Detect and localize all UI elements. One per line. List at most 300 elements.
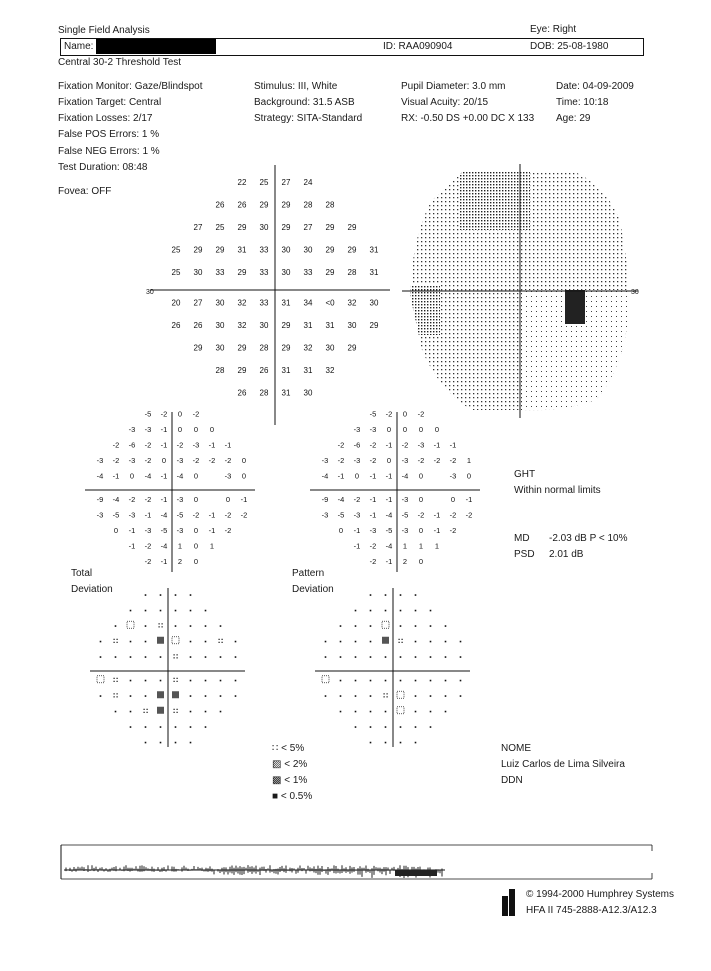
pattern-deviation-value: -2: [449, 525, 457, 535]
pattern-deviation-prob-dot: [370, 610, 372, 612]
total-deviation-value: -3: [224, 471, 232, 481]
total-deviation-value: -1: [160, 440, 168, 450]
total-deviation-prob-p5-mark: [117, 681, 118, 682]
legend-05: [272, 791, 312, 802]
total-deviation-value: 0: [241, 455, 247, 465]
threshold-value: 34: [303, 298, 313, 308]
total-deviation-value: 0: [177, 410, 183, 419]
pattern-deviation-value: -2: [337, 455, 345, 465]
pattern-deviation-value: 0: [434, 424, 440, 434]
pattern-deviation-prob-dot: [325, 641, 327, 643]
gaze-tracker: [60, 843, 654, 883]
pattern-deviation-prob-p5-mark: [387, 696, 388, 697]
total-deviation-prob-dot: [220, 625, 222, 627]
total-deviation-prob-dot: [100, 656, 102, 658]
threshold-value: 26: [171, 320, 181, 330]
pattern-deviation-prob-dot: [370, 625, 372, 627]
pattern-deviation-prob-dot: [445, 641, 447, 643]
pattern-deviation-value: -1: [433, 510, 441, 520]
gaze-bar: [395, 870, 437, 876]
total-deviation-prob-dot: [190, 625, 192, 627]
total-deviation-prob-dot: [190, 711, 192, 713]
threshold-value: 29: [193, 245, 203, 255]
threshold-value: 31: [237, 245, 247, 255]
total-deviation-value: -2: [224, 455, 232, 465]
total-deviation-value: 0: [129, 471, 135, 481]
pattern-deviation-prob-p1-mark: [382, 637, 389, 644]
pattern-deviation-prob-dot: [400, 610, 402, 612]
total-deviation-prob-dot: [205, 726, 207, 728]
total-deviation-prob-dot: [190, 742, 192, 744]
total-deviation-prob-p5-mark: [144, 709, 145, 710]
threshold-axis-label-left: 30: [146, 289, 154, 296]
pattern-deviation-prob-dot: [430, 726, 432, 728]
total-deviation-prob-dot: [130, 680, 132, 682]
name-label: Name:: [64, 41, 94, 52]
pattern-deviation-prob-dot: [355, 625, 357, 627]
threshold-value: 30: [303, 388, 313, 398]
threshold-value: 29: [281, 200, 291, 210]
stimulus: Stimulus: III, White: [254, 81, 338, 92]
pattern-deviation-value: -1: [337, 471, 345, 481]
pattern-deviation-prob-dot: [430, 680, 432, 682]
total-deviation-prob-dot: [175, 625, 177, 627]
total-deviation-value: -1: [160, 556, 168, 566]
note-patient-name: Luiz Carlos de Lima Silveira: [501, 759, 625, 770]
pattern-deviation-value: -4: [401, 471, 409, 481]
threshold-value: 29: [281, 222, 291, 232]
pattern-deviation-value: 0: [418, 525, 424, 535]
total-deviation-value: 2: [177, 556, 183, 566]
pattern-deviation-value: 0: [450, 494, 456, 504]
pattern-deviation-prob-dot: [415, 711, 417, 713]
pattern-deviation-prob-dot: [370, 711, 372, 713]
greyscale-map: [400, 160, 645, 422]
pattern-deviation-prob-dot: [415, 680, 417, 682]
psd-value: 2.01 dB: [549, 549, 584, 560]
total-deviation-prob-dot: [100, 641, 102, 643]
total-deviation-value: -2: [192, 410, 200, 419]
pattern-deviation-prob-p5-mark: [399, 639, 400, 640]
greyscale-axis-label-right: 30: [631, 289, 639, 296]
visual-acuity: Visual Acuity: 20/15: [401, 97, 489, 108]
fixation-losses: Fixation Losses: 2/17: [58, 113, 153, 124]
pattern-deviation-prob-dot: [430, 711, 432, 713]
total-deviation-prob-p5-mark: [174, 681, 175, 682]
total-deviation-value: -3: [128, 510, 136, 520]
pattern-deviation-prob-dot: [385, 610, 387, 612]
total-deviation-prob-p5-mark: [114, 696, 115, 697]
test-date: Date: 04-09-2009: [556, 81, 634, 92]
total-deviation-value: 1: [177, 541, 183, 551]
total-deviation-prob-dot: [190, 594, 192, 596]
pattern-deviation-prob-dot: [370, 695, 372, 697]
pattern-deviation-values: [300, 410, 490, 580]
total-deviation-prob-dot: [160, 594, 162, 596]
total-deviation-prob-p5-mark: [177, 657, 178, 658]
pattern-deviation-prob-dot: [355, 641, 357, 643]
total-deviation-value: -2: [192, 510, 200, 520]
total-deviation-prob-dot: [205, 610, 207, 612]
pattern-deviation-prob-dot: [355, 695, 357, 697]
pattern-deviation-prob-dot: [415, 695, 417, 697]
threshold-value: 32: [347, 298, 357, 308]
pattern-deviation-value: -2: [417, 455, 425, 465]
total-deviation-prob-p1-mark: [172, 691, 179, 698]
total-deviation-value: -1: [144, 510, 152, 520]
legend-5: [272, 743, 304, 754]
pattern-deviation-prob-p2-mark: [322, 676, 329, 683]
pattern-deviation-prob-dot: [430, 625, 432, 627]
total-deviation-value: 0: [193, 471, 199, 481]
threshold-value: 27: [303, 222, 313, 232]
threshold-value: 31: [281, 298, 291, 308]
total-deviation-prob-dot: [190, 610, 192, 612]
total-deviation-prob-p5-mark: [117, 639, 118, 640]
total-deviation-value: -4: [112, 494, 120, 504]
md-label: MD: [514, 533, 530, 544]
threshold-value: 26: [237, 388, 247, 398]
pattern-deviation-value: -2: [369, 541, 377, 551]
total-deviation-value: -2: [144, 494, 152, 504]
total-deviation-prob-dot: [235, 641, 237, 643]
legend-1: [272, 775, 307, 786]
threshold-map: [140, 160, 400, 430]
threshold-value: 31: [369, 245, 379, 255]
total-deviation-value: -4: [160, 510, 168, 520]
total-deviation-prob-p1-mark: [157, 691, 164, 698]
pattern-deviation-value: -2: [449, 455, 457, 465]
threshold-value: 25: [259, 177, 269, 187]
total-deviation-prob-dot: [235, 656, 237, 658]
threshold-value: 33: [215, 267, 225, 277]
pattern-deviation-prob-dot: [445, 680, 447, 682]
pattern-deviation-prob-dot: [385, 742, 387, 744]
total-deviation-value: -3: [144, 525, 152, 535]
pattern-deviation-value: -2: [369, 556, 377, 566]
copyright: © 1994-2000 Humphrey Systems: [526, 889, 674, 900]
threshold-value: 29: [347, 343, 357, 353]
total-deviation-value: -5: [144, 410, 152, 419]
total-deviation-value: -5: [160, 525, 168, 535]
pattern-deviation-value: -3: [417, 440, 425, 450]
total-deviation-prob-p5-mark: [114, 639, 115, 640]
total-deviation-prob-p5-mark: [177, 678, 178, 679]
total-deviation-prob-p5-mark: [219, 639, 220, 640]
total-deviation-prob-dot: [115, 711, 117, 713]
threshold-value: 26: [237, 200, 247, 210]
threshold-value: 30: [325, 343, 335, 353]
threshold-value: 30: [215, 298, 225, 308]
pattern-deviation-value: -3: [401, 494, 409, 504]
total-deviation-prob-dot: [145, 656, 147, 658]
total-deviation-value: -2: [144, 556, 152, 566]
total-deviation-prob-p5-mark: [147, 712, 148, 713]
total-deviation-value: -4: [160, 541, 168, 551]
total-deviation-value: 0: [193, 424, 199, 434]
pattern-deviation-prob-dot: [355, 610, 357, 612]
total-deviation-value: -1: [112, 471, 120, 481]
total-deviation-prob-dot: [145, 726, 147, 728]
threshold-value: 31: [303, 365, 313, 375]
pattern-deviation-value: -3: [321, 510, 329, 520]
total-deviation-value: -1: [160, 471, 168, 481]
fovea: Fovea: OFF: [58, 186, 112, 197]
total-deviation-prob-dot: [190, 641, 192, 643]
total-deviation-value: -2: [112, 440, 120, 450]
total-deviation-prob-dot: [205, 695, 207, 697]
total-deviation-value: -1: [160, 494, 168, 504]
total-deviation-value: -1: [160, 424, 168, 434]
total-deviation-value: -9: [96, 494, 104, 504]
total-deviation-value: -3: [96, 510, 104, 520]
device-model: HFA II 745-2888-A12.3/A12.3: [526, 905, 657, 916]
pattern-deviation-value: -2: [337, 440, 345, 450]
threshold-value: 25: [171, 267, 181, 277]
total-deviation-value: -1: [224, 440, 232, 450]
pattern-deviation-prob-dot: [460, 641, 462, 643]
pattern-deviation-value: 1: [418, 541, 424, 551]
pattern-deviation-value: -4: [337, 494, 345, 504]
total-deviation-prob-dot: [145, 594, 147, 596]
pattern-deviation-prob-dot: [415, 625, 417, 627]
total-deviation-prob-p1-mark: [157, 707, 164, 714]
pattern-deviation-prob-dot: [325, 695, 327, 697]
total-deviation-value: -5: [112, 510, 120, 520]
total-deviation-value: -3: [96, 455, 104, 465]
fixation-target: Fixation Target: Central: [58, 97, 162, 108]
total-deviation-value: -3: [144, 424, 152, 434]
total-deviation-value: 0: [241, 471, 247, 481]
pattern-deviation-prob-dot: [400, 625, 402, 627]
threshold-value: 27: [281, 177, 291, 187]
total-deviation-label-2: Deviation: [71, 584, 113, 595]
pattern-deviation-prob-dot: [340, 641, 342, 643]
pattern-deviation-prob-dot: [370, 641, 372, 643]
total-deviation-prob-p5-mark: [159, 623, 160, 624]
pattern-deviation-prob-p2-mark: [382, 621, 389, 628]
total-deviation-value: -1: [208, 510, 216, 520]
pattern-deviation-prob-dot: [340, 680, 342, 682]
pattern-deviation-prob-dot: [460, 695, 462, 697]
total-deviation-prob-dot: [160, 742, 162, 744]
threshold-value: 33: [259, 298, 269, 308]
threshold-value: 25: [171, 245, 181, 255]
total-deviation-prob-dot: [160, 610, 162, 612]
pattern-deviation-value: -4: [385, 510, 393, 520]
legend-symbol-2-icon: ▨: [272, 759, 282, 770]
pattern-deviation-prob-dot: [355, 711, 357, 713]
threshold-value: 29: [347, 245, 357, 255]
pattern-deviation-value: 0: [386, 455, 392, 465]
total-deviation-prob-p5-mark: [114, 693, 115, 694]
legend-label-1: < 1%: [284, 775, 308, 786]
total-deviation-prob-p5-mark: [162, 626, 163, 627]
test-name: Central 30-2 Threshold Test: [58, 57, 182, 68]
pattern-deviation-prob-dot: [460, 680, 462, 682]
eye-label: Eye: Right: [530, 24, 577, 35]
total-deviation-probability-plot: [80, 585, 255, 750]
total-deviation-prob-dot: [175, 742, 177, 744]
pattern-deviation-prob-dot: [415, 726, 417, 728]
threshold-value: 28: [347, 267, 357, 277]
total-deviation-prob-p5-mark: [147, 709, 148, 710]
pattern-deviation-prob-p5-mark: [402, 642, 403, 643]
threshold-value: 32: [237, 320, 247, 330]
pattern-deviation-prob-dot: [385, 656, 387, 658]
pattern-deviation-prob-dot: [385, 711, 387, 713]
total-deviation-value: 0: [113, 525, 119, 535]
pattern-deviation-value: -1: [369, 510, 377, 520]
total-deviation-prob-p5-mark: [174, 678, 175, 679]
threshold-value: 30: [281, 245, 291, 255]
threshold-value: 27: [193, 222, 203, 232]
ght-result: Within normal limits: [514, 485, 601, 496]
threshold-value: 33: [303, 267, 313, 277]
total-deviation-prob-p5-mark: [177, 712, 178, 713]
pattern-deviation-value: 0: [338, 525, 344, 535]
total-deviation-prob-p5-mark: [117, 678, 118, 679]
pattern-deviation-prob-dot: [415, 610, 417, 612]
total-deviation-prob-dot: [190, 695, 192, 697]
blindspot-mark: [565, 290, 585, 324]
total-deviation-value: -2: [160, 410, 168, 419]
total-deviation-prob-p5-mark: [114, 642, 115, 643]
pattern-deviation-value: 1: [466, 455, 472, 465]
total-deviation-prob-dot: [160, 726, 162, 728]
pattern-deviation-value: -3: [353, 424, 361, 434]
pattern-deviation-value: 0: [418, 556, 424, 566]
total-deviation-prob-dot: [145, 610, 147, 612]
pattern-deviation-prob-dot: [355, 680, 357, 682]
total-deviation-value: -4: [144, 471, 152, 481]
pattern-deviation-value: -3: [401, 455, 409, 465]
threshold-value: 32: [237, 298, 247, 308]
pattern-deviation-prob-dot: [445, 625, 447, 627]
pattern-deviation-value: -3: [449, 471, 457, 481]
total-deviation-prob-dot: [190, 726, 192, 728]
pattern-deviation-value: -1: [353, 525, 361, 535]
note-nome: NOME: [501, 743, 531, 754]
pattern-deviation-prob-dot: [370, 742, 372, 744]
threshold-value: 30: [369, 298, 379, 308]
pattern-deviation-prob-dot: [340, 656, 342, 658]
pattern-deviation-prob-dot: [430, 641, 432, 643]
pattern-deviation-value: -3: [369, 525, 377, 535]
threshold-value: 30: [347, 320, 357, 330]
total-deviation-value: -3: [176, 525, 184, 535]
total-deviation-prob-dot: [205, 680, 207, 682]
threshold-value: 28: [259, 388, 269, 398]
pattern-deviation-value: 0: [466, 471, 472, 481]
pattern-deviation-value: -5: [401, 510, 409, 520]
pupil-diameter: Pupil Diameter: 3.0 mm: [401, 81, 506, 92]
pattern-deviation-value: -1: [433, 440, 441, 450]
threshold-value: 30: [193, 267, 203, 277]
threshold-value: 24: [303, 177, 313, 187]
threshold-value: 29: [325, 245, 335, 255]
total-deviation-value: -2: [208, 455, 216, 465]
pattern-deviation-prob-dot: [460, 656, 462, 658]
pattern-deviation-value: -2: [385, 410, 393, 419]
pattern-deviation-prob-p5-mark: [384, 696, 385, 697]
pattern-deviation-label-1: Pattern: [292, 568, 325, 579]
threshold-value: 25: [215, 222, 225, 232]
pattern-deviation-value: 2: [402, 556, 408, 566]
total-deviation-value: -2: [224, 510, 232, 520]
pattern-deviation-probability-plot: [305, 585, 480, 750]
psd-label: PSD: [514, 549, 535, 560]
threshold-value: 28: [325, 200, 335, 210]
total-deviation-value: -2: [112, 455, 120, 465]
total-deviation-value: 1: [209, 541, 215, 551]
threshold-value: 30: [281, 267, 291, 277]
report-title: Single Field Analysis: [58, 25, 150, 36]
threshold-value: <0: [325, 298, 335, 308]
pattern-deviation-value: 0: [354, 471, 360, 481]
pattern-deviation-prob-dot: [385, 680, 387, 682]
total-deviation-prob-p5-mark: [219, 642, 220, 643]
total-deviation-prob-dot: [160, 656, 162, 658]
total-deviation-values: [75, 410, 265, 580]
legend-2: [272, 759, 307, 770]
threshold-value: 29: [215, 245, 225, 255]
total-deviation-prob-p5-mark: [162, 623, 163, 624]
total-deviation-value: -1: [208, 440, 216, 450]
total-deviation-prob-dot: [190, 680, 192, 682]
pattern-deviation-value: -2: [417, 510, 425, 520]
total-deviation-prob-dot: [145, 680, 147, 682]
total-deviation-prob-p5-mark: [177, 709, 178, 710]
md-value: -2.03 dB P < 10%: [549, 533, 628, 544]
pattern-deviation-prob-p5-mark: [399, 642, 400, 643]
test-time: Time: 10:18: [556, 97, 609, 108]
total-deviation-prob-dot: [130, 695, 132, 697]
total-deviation-prob-dot: [145, 641, 147, 643]
total-deviation-prob-p5-mark: [174, 654, 175, 655]
total-deviation-value: -3: [176, 494, 184, 504]
pattern-deviation-value: -2: [465, 510, 473, 520]
total-deviation-value: -3: [128, 455, 136, 465]
total-deviation-prob-p5-mark: [177, 654, 178, 655]
threshold-value: 29: [237, 222, 247, 232]
total-deviation-value: 0: [193, 525, 199, 535]
pattern-deviation-prob-dot: [430, 656, 432, 658]
pattern-deviation-prob-p5-mark: [384, 693, 385, 694]
pattern-deviation-prob-dot: [415, 656, 417, 658]
pattern-deviation-prob-dot: [385, 594, 387, 596]
total-deviation-prob-p5-mark: [177, 681, 178, 682]
total-deviation-prob-p5-mark: [117, 693, 118, 694]
total-deviation-value: -2: [144, 541, 152, 551]
pattern-deviation-value: -1: [385, 494, 393, 504]
pattern-deviation-value: -6: [353, 440, 361, 450]
pattern-deviation-prob-dot: [400, 726, 402, 728]
background: Background: 31.5 ASB: [254, 97, 355, 108]
total-deviation-value: -6: [128, 440, 136, 450]
pattern-deviation-value: -2: [417, 410, 425, 419]
pattern-deviation-value: -1: [353, 541, 361, 551]
total-deviation-prob-dot: [220, 656, 222, 658]
total-deviation-value: -2: [144, 455, 152, 465]
total-deviation-prob-dot: [235, 695, 237, 697]
pattern-deviation-value: -3: [369, 424, 377, 434]
name-redaction: [96, 39, 216, 54]
total-deviation-prob-dot: [205, 656, 207, 658]
threshold-value: 30: [303, 245, 313, 255]
total-deviation-prob-dot: [130, 711, 132, 713]
pattern-deviation-value: -1: [433, 525, 441, 535]
